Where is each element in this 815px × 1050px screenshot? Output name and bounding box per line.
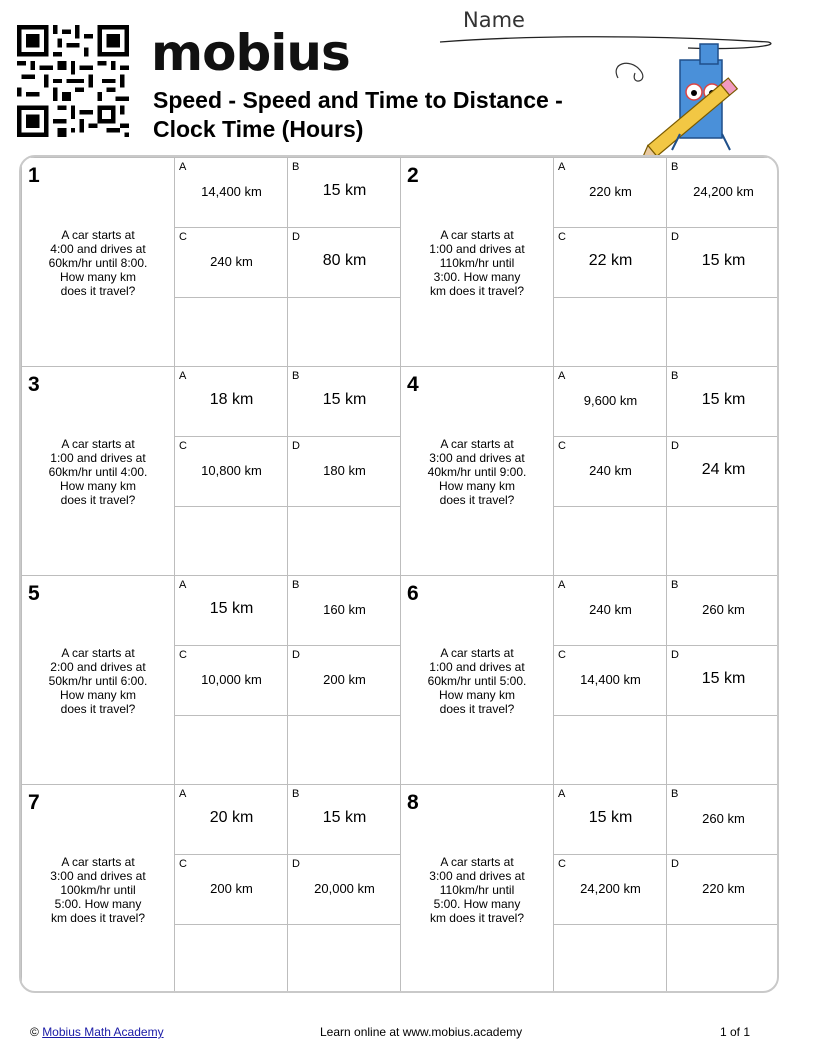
option-label: C <box>179 440 187 452</box>
answer-option-c[interactable] <box>174 855 288 925</box>
working-space <box>666 507 779 577</box>
working-space <box>553 716 667 786</box>
option-label: D <box>671 440 679 452</box>
answer-option-c[interactable] <box>553 646 667 716</box>
answer-option-a[interactable] <box>553 785 667 855</box>
working-space <box>666 925 779 993</box>
question-cell-4 <box>400 366 779 576</box>
working-space <box>553 507 667 577</box>
question-cell-5 <box>21 575 401 785</box>
pencil-mascot-icon <box>610 38 760 158</box>
answer-option-d[interactable] <box>666 228 779 298</box>
answer-option-c[interactable] <box>553 855 667 925</box>
option-label: D <box>292 649 300 661</box>
academy-link[interactable]: Mobius Math Academy <box>42 1025 164 1039</box>
option-value: 180 km <box>323 463 366 478</box>
option-value: 14,400 km <box>201 184 262 199</box>
question-cell-7 <box>21 784 401 993</box>
question-number: 6 <box>407 582 419 605</box>
answer-option-b[interactable] <box>666 158 779 228</box>
answer-option-a[interactable] <box>553 158 667 228</box>
question-text: A car starts at 1:00 and drives at 60km/hr until 5:00. How many km does it travel? <box>427 646 527 716</box>
working-space <box>174 298 288 368</box>
question-number: 1 <box>28 164 40 187</box>
option-value: 10,800 km <box>201 463 262 478</box>
option-label: B <box>671 579 679 591</box>
option-value: 20 km <box>209 809 254 826</box>
answer-option-b[interactable] <box>287 785 401 855</box>
question-number: 2 <box>407 164 419 187</box>
answer-option-c[interactable] <box>553 437 667 507</box>
option-value: 160 km <box>323 602 366 617</box>
answer-option-d[interactable] <box>287 437 401 507</box>
option-label: B <box>292 788 300 800</box>
option-value: 220 km <box>702 881 745 896</box>
answer-option-a[interactable] <box>553 367 667 437</box>
answer-option-b[interactable] <box>287 158 401 228</box>
option-value: 15 km <box>701 670 746 687</box>
answer-option-d[interactable] <box>666 437 779 507</box>
option-label: A <box>179 579 187 591</box>
working-space <box>174 716 288 786</box>
answer-option-a[interactable] <box>553 576 667 646</box>
name-label: Name <box>463 8 525 32</box>
option-label: C <box>179 649 187 661</box>
working-space <box>666 298 779 368</box>
working-space <box>287 925 401 993</box>
question-cell-2 <box>400 157 779 367</box>
option-value: 200 km <box>323 672 366 687</box>
working-space <box>287 507 401 577</box>
option-label: C <box>558 858 566 870</box>
option-label: C <box>558 231 566 243</box>
answer-option-a[interactable] <box>174 785 288 855</box>
option-label: A <box>558 579 566 591</box>
option-label: A <box>179 788 187 800</box>
option-label: A <box>558 788 566 800</box>
option-value: 20,000 km <box>314 881 375 896</box>
title-line-2: Clock Time (Hours) <box>153 116 364 142</box>
working-space <box>666 716 779 786</box>
option-value: 260 km <box>702 602 745 617</box>
option-label: B <box>671 788 679 800</box>
option-label: C <box>179 858 187 870</box>
question-text: A car starts at 2:00 and drives at 50km/hr until 6:00. How many km does it travel? <box>48 646 148 716</box>
option-label: D <box>671 858 679 870</box>
page-title <box>153 86 623 144</box>
option-value: 24 km <box>701 461 746 478</box>
question-text: A car starts at 1:00 and drives at 60km/hr until 4:00. How many km does it travel? <box>48 437 148 507</box>
footer-copyright <box>30 1025 164 1039</box>
question-number: 7 <box>28 791 40 814</box>
answer-option-b[interactable] <box>666 576 779 646</box>
option-label: D <box>292 231 300 243</box>
working-space <box>287 298 401 368</box>
working-space <box>553 298 667 368</box>
qr-code <box>17 25 129 137</box>
question-text: A car starts at 3:00 and drives at 40km/hr until 9:00. How many km does it travel? <box>427 437 527 507</box>
option-value: 200 km <box>210 881 253 896</box>
option-value: 18 km <box>209 391 254 408</box>
question-cell-8 <box>400 784 779 993</box>
question-cell-6 <box>400 575 779 785</box>
working-space <box>174 507 288 577</box>
working-space <box>553 925 667 993</box>
answer-option-a[interactable] <box>174 576 288 646</box>
option-label: C <box>558 649 566 661</box>
option-label: D <box>292 440 300 452</box>
option-value: 220 km <box>589 184 632 199</box>
option-label: B <box>671 161 679 173</box>
question-cell-1 <box>21 157 401 367</box>
answer-option-b[interactable] <box>666 367 779 437</box>
option-label: A <box>558 161 566 173</box>
option-value: 14,400 km <box>580 672 641 687</box>
option-label: C <box>558 440 566 452</box>
option-value: 15 km <box>322 391 367 408</box>
option-value: 24,200 km <box>580 881 641 896</box>
option-label: D <box>671 231 679 243</box>
question-text: A car starts at 4:00 and drives at 60km/hr until 8:00. How many km does it travel? <box>48 228 148 298</box>
option-value: 9,600 km <box>583 393 638 408</box>
option-value: 15 km <box>701 391 746 408</box>
option-label: A <box>179 370 187 382</box>
answer-option-b[interactable] <box>287 576 401 646</box>
question-cell-3 <box>21 366 401 576</box>
mobius-logo: mobius <box>151 24 350 82</box>
option-value: 15 km <box>209 600 254 617</box>
option-value: 24,200 km <box>693 184 754 199</box>
option-value: 240 km <box>589 463 632 478</box>
answer-option-a[interactable] <box>174 367 288 437</box>
option-value: 240 km <box>210 254 253 269</box>
footer-learn-online: Learn online at www.mobius.academy <box>320 1025 523 1039</box>
option-label: A <box>558 370 566 382</box>
question-number: 3 <box>28 373 40 396</box>
answer-option-c[interactable] <box>174 646 288 716</box>
option-value: 15 km <box>322 809 367 826</box>
answer-option-c[interactable] <box>174 437 288 507</box>
working-space <box>287 716 401 786</box>
title-line-1: Speed - Speed and Time to Distance - <box>153 87 563 113</box>
option-label: B <box>292 579 300 591</box>
question-number: 5 <box>28 582 40 605</box>
answer-option-b[interactable] <box>666 785 779 855</box>
page-number: 1 of 1 <box>720 1025 751 1039</box>
answer-option-d[interactable] <box>287 646 401 716</box>
answer-option-d[interactable] <box>287 855 401 925</box>
option-label: B <box>671 370 679 382</box>
option-label: C <box>179 231 187 243</box>
option-value: 260 km <box>702 811 745 826</box>
answer-option-c[interactable] <box>174 228 288 298</box>
option-label: D <box>292 858 300 870</box>
answer-option-d[interactable] <box>287 228 401 298</box>
answer-option-d[interactable] <box>666 855 779 925</box>
question-text: A car starts at 3:00 and drives at 100km/hr until 5:00. How many km does it travel? <box>50 855 146 925</box>
option-value: 10,000 km <box>201 672 262 687</box>
option-label: B <box>292 161 300 173</box>
option-value: 240 km <box>589 602 632 617</box>
answer-option-c[interactable] <box>553 228 667 298</box>
option-label: A <box>179 161 187 173</box>
working-space <box>174 925 288 993</box>
question-grid <box>19 155 779 993</box>
answer-option-b[interactable] <box>287 367 401 437</box>
option-value: 22 km <box>588 252 633 269</box>
question-number: 4 <box>407 373 419 396</box>
copyright-symbol: © <box>30 1025 39 1039</box>
option-value: 80 km <box>322 252 367 269</box>
answer-option-d[interactable] <box>666 646 779 716</box>
option-label: B <box>292 370 300 382</box>
question-number: 8 <box>407 791 419 814</box>
question-text: A car starts at 1:00 and drives at 110km/hr until 3:00. How many km does it travel? <box>429 228 525 298</box>
answer-option-a[interactable] <box>174 158 288 228</box>
option-value: 15 km <box>322 182 367 199</box>
option-value: 15 km <box>701 252 746 269</box>
option-label: D <box>671 649 679 661</box>
question-text: A car starts at 3:00 and drives at 110km/hr until 5:00. How many km does it travel? <box>429 855 525 925</box>
option-value: 15 km <box>588 809 633 826</box>
